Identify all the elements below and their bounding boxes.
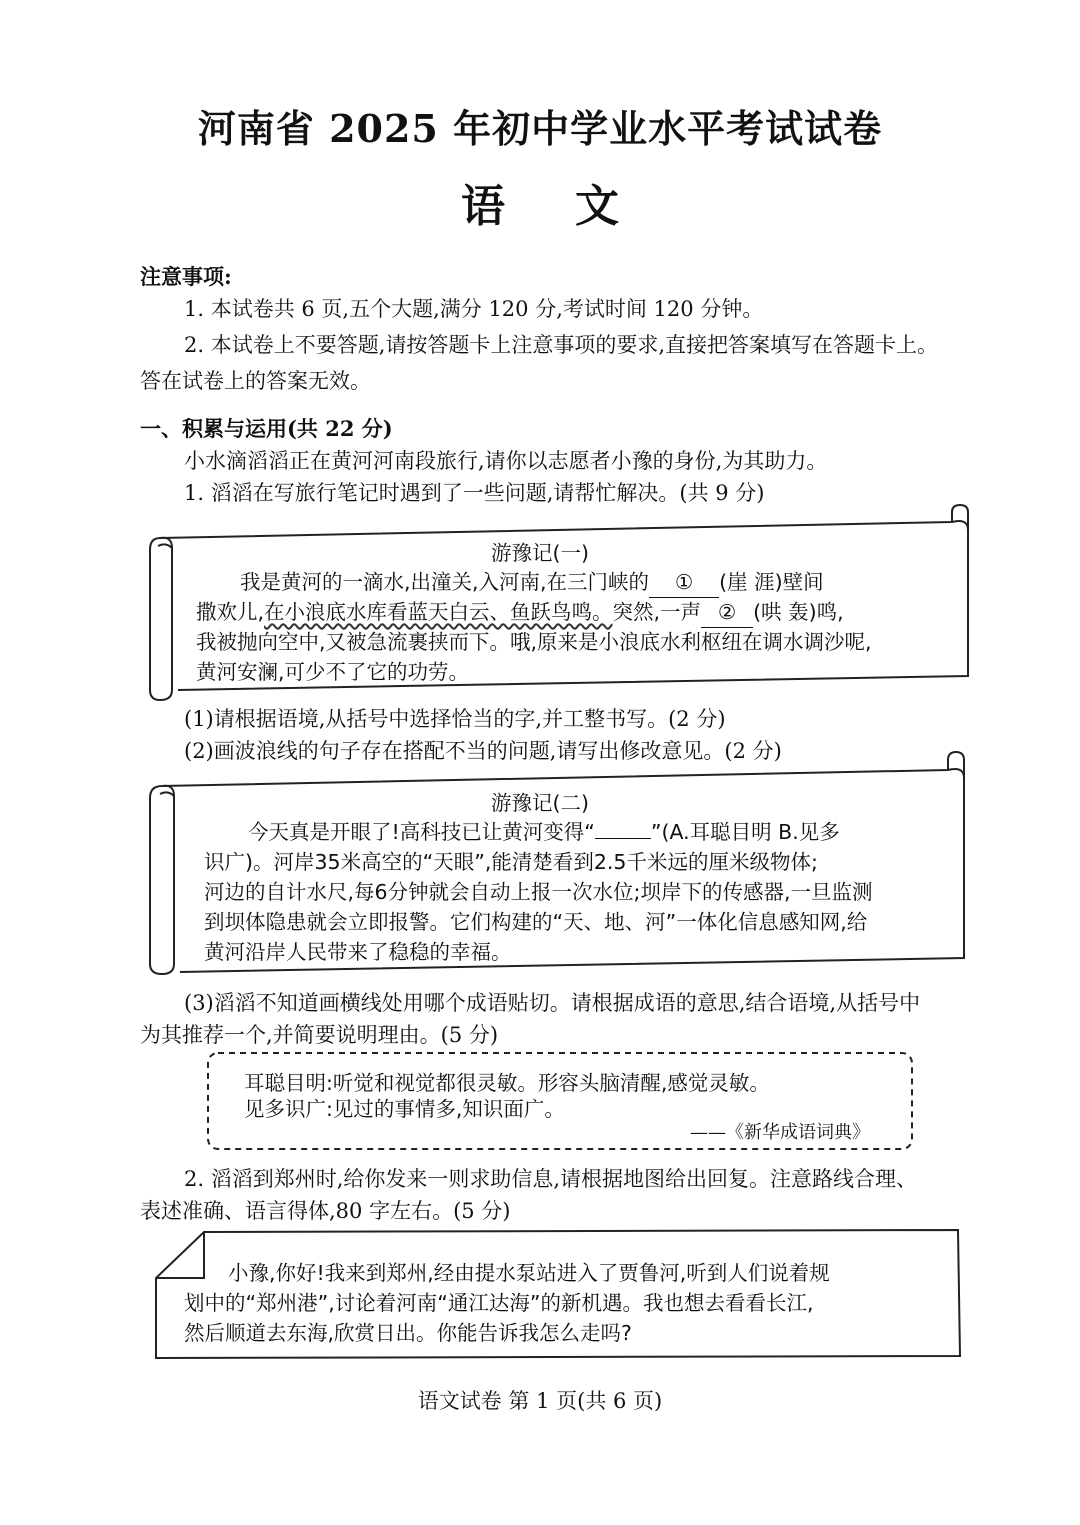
scroll2-line-1 [248,817,840,847]
sub-question-3: (3)滔滔不知道画横线处用哪个成语贴切。请根据成语的意思,结合语境,从括号中 [184,991,921,1015]
section-heading: 一、积累与运用(共 22 分) [140,416,393,441]
scroll2-line-2: 识广)。河岸35米高空的“天眼”,能清楚看到2.5千米远的厘米级物体; [204,850,818,874]
scroll2-text: 今天真是开眼了!高科技已让黄河变得“ [248,820,595,844]
question-2: 2. 滔滔到郑州时,给你发来一则求助信息,请根据地图给出回复。注意路线合理、 [184,1167,918,1191]
sub-question-2: (2)画波浪线的句子存在搭配不当的问题,请写出修改意见。(2 分) [184,739,782,763]
notes-item-2: 2. 本试卷上不要答题,请按答题卡上注意事项的要求,直接把答案填写在答题卡上。 [184,333,939,357]
notes-item-1: 1. 本试卷共 6 页,五个大题,满分 120 分,考试时间 120 分钟。 [184,297,764,321]
sub-question-3-cont: 为其推荐一个,并简要说明理由。(5 分) [140,1023,499,1047]
wavy-sentence: 在小浪底水库看蓝天白云、鱼跃鸟鸣。 [264,600,613,624]
scroll1-title: 游豫记(一) [491,541,589,565]
scroll2-text: ”(A.耳聪目明 B.见多 [650,820,840,844]
message-line-3: 然后顺道去东海,欣赏日出。你能告诉我怎么走吗? [184,1321,632,1345]
exam-title: 河南省 2025 年初中学业水平考试试卷 [197,106,883,151]
message-line-1: 小豫,你好!我来到郑州,经由提水泵站进入了贾鲁河,听到人们说着规 [228,1261,830,1285]
question-1: 1. 滔滔在写旅行笔记时遇到了一些问题,请帮忙解决。(共 9 分) [184,481,765,505]
scroll1-text: (哄 轰)鸣, [753,600,844,624]
scroll1-line-2 [196,597,844,628]
subject-title: 语文 [461,181,689,232]
scroll1-text: 我是黄河的一滴水,出潼关,入河南,在三门峡的 [240,570,650,594]
blank-1: ① [649,567,719,598]
question-2-cont: 表述准确、语言得体,80 字左右。(5 分) [140,1199,511,1223]
notes-item-2-cont: 答在试卷上的答案无效。 [140,369,371,393]
idiom-blank [595,838,651,839]
page-footer: 语文试卷 第 1 页(共 6 页) [417,1389,663,1413]
sub-question-1: (1)请根据语境,从括号中选择恰当的字,并工整书写。(2 分) [184,707,726,731]
notes-heading: 注意事项: [140,264,232,289]
dictionary-entry-2: 见多识广:见过的事情多,知识面广。 [244,1097,565,1121]
scroll2-line-4: 到坝体隐患就会立即报警。它们构建的“天、地、河”一体化信息感知网,给 [204,910,868,934]
scroll1-line-4: 黄河安澜,可少不了它的功劳。 [196,660,470,684]
blank-2: ② [701,597,753,628]
scroll2-line-3: 河边的自计水尺,每6分钟就会自动上报一次水位;坝岸下的传感器,一旦监测 [204,880,873,904]
scroll1-text: 撒欢儿, [196,600,265,624]
scroll2-title: 游豫记(二) [491,791,589,815]
scroll1-text: 突然,一声 [612,600,702,624]
section-intro: 小水滴滔滔正在黄河河南段旅行,请你以志愿者小豫的身份,为其助力。 [184,449,828,473]
scroll1-line-1 [240,567,824,598]
message-line-2: 划中的“郑州港”,讨论着河南“通江达海”的新机遇。我也想去看看长江, [184,1291,814,1315]
scroll1-text: (崖 涯)壁间 [719,570,824,594]
dictionary-entry-1: 耳聪目明:听觉和视觉都很灵敏。形容头脑清醒,感觉灵敏。 [244,1071,770,1095]
scroll2-line-5: 黄河沿岸人民带来了稳稳的幸福。 [204,940,512,964]
scroll1-line-3: 我被抛向空中,又被急流裹挟而下。哦,原来是小浪底水利枢纽在调水调沙呢, [196,630,872,654]
dictionary-source: ——《新华成语词典》 [690,1122,870,1143]
